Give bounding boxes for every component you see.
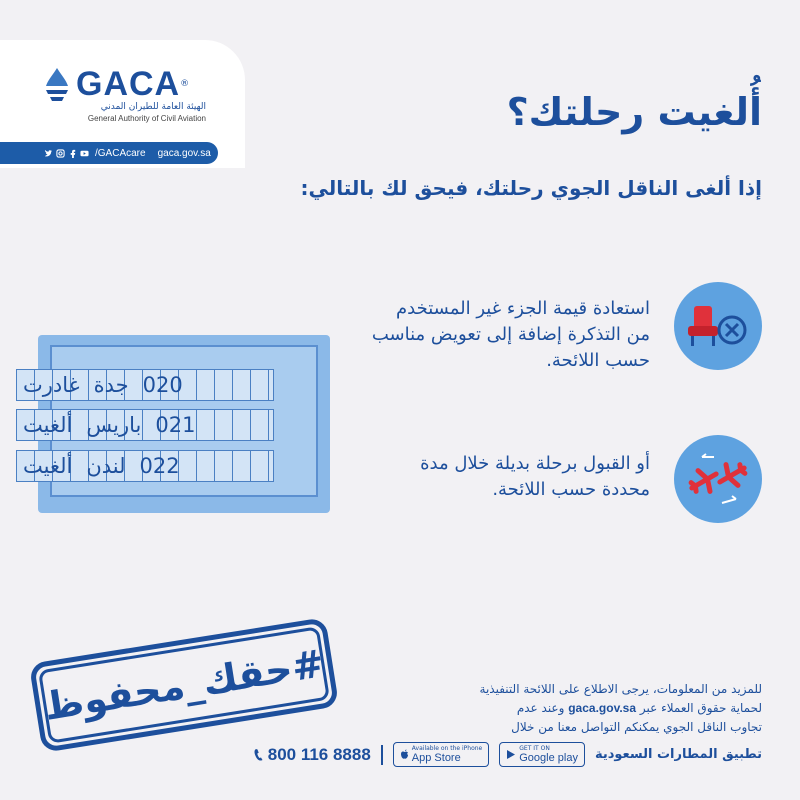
website-link[interactable]: gaca.gov.sa — [157, 147, 211, 159]
authority-name-en: General Authority of Civil Aviation — [87, 114, 206, 123]
social-handle[interactable]: /GACAcare — [95, 147, 146, 159]
board-row — [16, 409, 274, 441]
google-play-badge[interactable]: GET IT ON Google play — [499, 742, 585, 767]
youtube-icon[interactable] — [80, 149, 89, 158]
flight-number: 022 — [139, 454, 180, 478]
stamp-text: #حقك_محفوظ — [38, 626, 330, 744]
app-label: تطبيق المطارات السعودية — [594, 747, 762, 762]
instagram-icon[interactable] — [56, 149, 65, 158]
app-store-badge[interactable]: Available on the iPhone App Store — [393, 742, 489, 767]
gaca-logo — [42, 64, 189, 104]
page-title: أُلغيت رحلتك؟ — [506, 90, 762, 134]
alternative-flight-icon — [674, 435, 762, 523]
gaca-emblem-icon — [42, 64, 72, 104]
footer-line-3: تجاوب الناقل الجوي يمكنكم التواصل معنا من خلال — [511, 720, 762, 734]
page-subtitle: إذا ألغى الناقل الجوي رحلتك، فيحق لك بالتالي: — [300, 176, 762, 200]
footer-info — [402, 680, 762, 737]
option-alternative-text: أو القبول برحلة بديلة خلال مدة محددة حسب اللائحة. — [420, 453, 650, 500]
social-bar — [0, 142, 218, 164]
google-play-icon — [506, 749, 516, 760]
footer-bar — [253, 742, 762, 767]
phone-icon — [253, 748, 264, 762]
authority-name-ar: الهيئة العامة للطيران المدني — [100, 102, 206, 112]
option-refund-text: استعادة قيمة الجزء غير المستخدم من التذكرة إضافة إلى تعويض مناسب حسب اللائحة. — [371, 298, 650, 371]
footer-line-2: لحماية حقوق العملاء عبر gaca.gov.sa وعند عدم — [516, 701, 762, 715]
flight-city: باريس — [86, 413, 142, 437]
flight-city: جدة — [93, 373, 129, 397]
flight-number: 021 — [155, 413, 196, 437]
flight-status: ألغيت — [23, 454, 73, 478]
separator — [381, 745, 383, 765]
footer-line-1: للمزيد من المعلومات، يرجى الاطلاع على اللائحة التنفيذية — [479, 682, 762, 696]
phone-number[interactable]: 800 116 8888 — [253, 745, 371, 765]
facebook-icon[interactable] — [68, 149, 77, 158]
hashtag-stamp — [29, 617, 339, 753]
board-row — [16, 369, 274, 401]
flight-status: ألغيت — [23, 413, 73, 437]
apple-icon — [400, 749, 409, 760]
registered-mark: ® — [180, 79, 190, 89]
cancelled-seat-icon — [674, 282, 762, 370]
board-row — [16, 450, 274, 482]
twitter-icon[interactable] — [44, 149, 53, 158]
flight-number: 020 — [142, 373, 183, 397]
flight-city: لندن — [86, 454, 126, 478]
footer-website-link[interactable]: gaca.gov.sa — [568, 701, 637, 715]
flight-status: غادرت — [23, 373, 80, 397]
brand-name: GACA — [76, 64, 181, 103]
